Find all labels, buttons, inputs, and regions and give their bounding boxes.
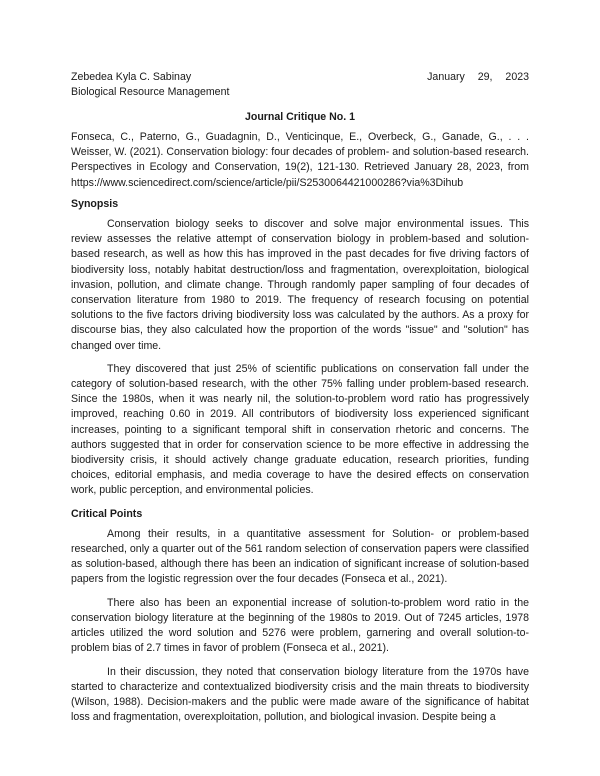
critical-paragraph-1: Among their results, in a quantitative assessment for Solution- or problem-based researched, only a quarter out of the 561 random selection of conservation papers were classified as solution-based, although there has been an indication of significant increase of solution-based papers from the logistic regression over the four decades (Fonseca et al., 2021). — [71, 527, 529, 586]
critical-paragraph-2: There also has been an exponential increase of solution-to-problem word ratio in the conservation biology literature at the beginning of the 1980s to 2019. Out of 7245 articles, 1978 articles utilized the word solution and 5276 were problem, garnering and overall solution-to-problem bias of 2.7 times in favor of problem (Fonseca et al., 2021). — [71, 596, 529, 655]
synopsis-paragraph-2: They discovered that just 25% of scientific publications on conservation fall under the category of solution-based research, with the other 75% falling under problem-based research. Since the 1980s, when it was nearly nil, the solution-to-problem word ratio has progressively improved, reaching 0.60 in 2019. All contributors of biodiversity loss experienced significant increases, pointing to a significant temporal shift in conservation rhetoric and concerns. The authors suggested that in order for conservation science to be more effective in addressing the biodiversity crisis, it should actively change graduate education, research priorities, funding choices, editorial emphasis, and media coverage to have the desired effects on conservation work, public perception, and environmental policies. — [71, 362, 529, 497]
document-date: January 29, 2023 — [427, 71, 529, 83]
critical-points-heading: Critical Points — [71, 507, 143, 520]
citation: Fonseca, C., Paterno, G., Guadagnin, D., Venticinque, E., Overbeck, G., Ganade, G., . . . Weisser, W. (2021). Conservation biology: four decades of problem- and solution-based research. Perspectives in Ecology and Conservation, 19(2), 121-130. Retrieved January 28, 2023, from https://www.sciencedirect.com/science/article/pii/S2530064421000286?via%3Dihub — [71, 131, 529, 189]
synopsis-paragraph-1: Conservation biology seeks to discover and solve major environmental issues. This review assesses the relative attempt of conservation biology in problem-based and solution-based research, as well as how this has improved in the past decades for five driving factors of biodiversity loss, notably habitat destruction/loss and fragmentation, overexploitation, biological invasion, pollution, and climate change. Through randomly paper sampling of four decades of conservation literature from 1980 to 2019. The frequency of research focusing on potential solutions to the five factors driving biodiversity loss was calculated by the authors. As a proxy for discourse bias, they also calculated how the proportion of the words "issue" and "solution" has changed over time. — [71, 218, 529, 352]
course-name: Biological Resource Management — [71, 86, 230, 98]
document-title: Journal Critique No. 1 — [244, 111, 356, 123]
critical-paragraph-3: In their discussion, they noted that conservation biology literature from the 1970s have started to characterize and contextualized biodiversity crisis and the main threats to biodiversity (Wilson, 1988). Decision-makers and the public were made aware of the significance of habitat loss and fragmentation, overexploitation, pollution, and biological invasion. Despite being a — [71, 665, 529, 724]
author-name: Zebedea Kyla C. Sabinay — [71, 71, 192, 83]
document-body — [71, 130, 529, 733]
synopsis-heading: Synopsis — [71, 197, 119, 210]
